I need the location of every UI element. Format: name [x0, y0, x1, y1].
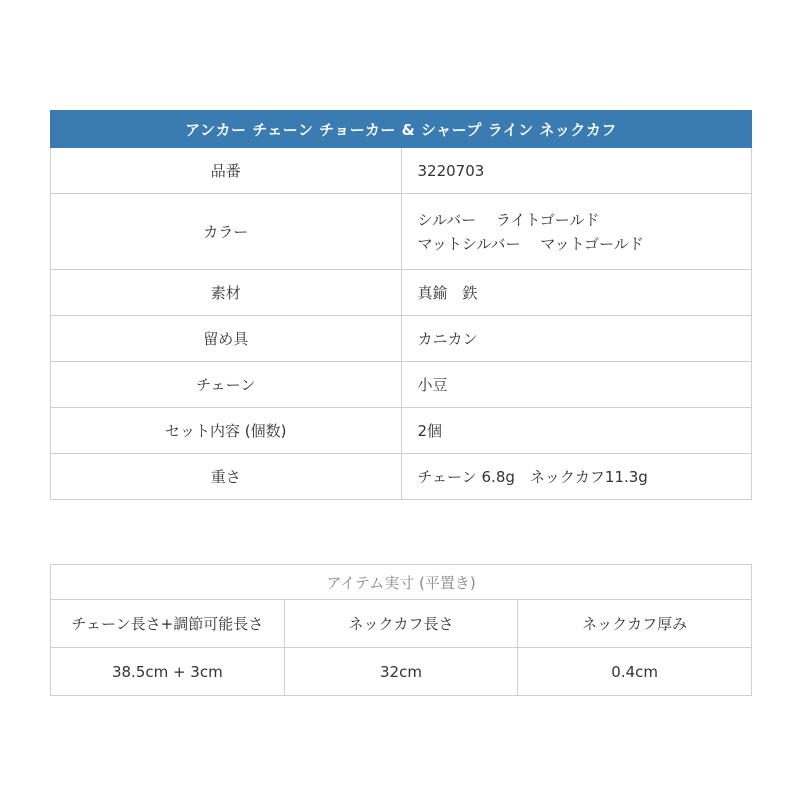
spec-value-line: 3220703	[417, 161, 485, 180]
size-header: ネックカフ厚み	[518, 600, 752, 648]
spec-value	[401, 454, 752, 500]
spec-title: アンカー チェーン チョーカー & シャープ ライン ネックカフ	[51, 111, 752, 148]
spec-label: カラー	[51, 194, 402, 270]
spec-value-line: 2個	[417, 421, 443, 440]
spec-value	[401, 270, 752, 316]
spec-table	[50, 110, 752, 500]
size-table	[50, 564, 752, 696]
spec-label: 留め具	[51, 316, 402, 362]
spec-value-line: マットシルバー マットゴールド	[417, 234, 644, 253]
size-value: 0.4cm	[518, 648, 752, 696]
spec-row-part-number	[51, 148, 752, 194]
spec-value	[401, 408, 752, 454]
spec-row-weight	[51, 454, 752, 500]
size-value: 32cm	[284, 648, 518, 696]
spec-row-color	[51, 194, 752, 270]
spec-row-clasp	[51, 316, 752, 362]
spec-title-row	[51, 111, 752, 148]
spec-value	[401, 148, 752, 194]
spec-row-chain	[51, 362, 752, 408]
spec-label: セット内容 (個数)	[51, 408, 402, 454]
spec-value	[401, 316, 752, 362]
size-value-row	[51, 648, 752, 696]
spec-value	[401, 362, 752, 408]
size-value: 38.5cm + 3cm	[51, 648, 285, 696]
spec-label: チェーン	[51, 362, 402, 408]
size-title-row	[51, 565, 752, 600]
spec-value-line: 小豆	[417, 375, 448, 394]
spec-value-line: カニカン	[417, 329, 478, 348]
size-header: ネックカフ長さ	[284, 600, 518, 648]
spec-row-set-contents	[51, 408, 752, 454]
spec-value-line: シルバー ライトゴールド	[417, 210, 600, 229]
size-header: チェーン長さ+調節可能長さ	[51, 600, 285, 648]
spec-value	[401, 194, 752, 270]
spec-label: 品番	[51, 148, 402, 194]
size-title: アイテム実寸 (平置き)	[51, 565, 752, 600]
spec-label: 重さ	[51, 454, 402, 500]
spec-value-line: 真鍮 鉄	[417, 283, 478, 302]
size-header-row	[51, 600, 752, 648]
spec-value-line: チェーン 6.8g ネックカフ11.3g	[417, 467, 648, 486]
spec-row-material	[51, 270, 752, 316]
spec-label: 素材	[51, 270, 402, 316]
